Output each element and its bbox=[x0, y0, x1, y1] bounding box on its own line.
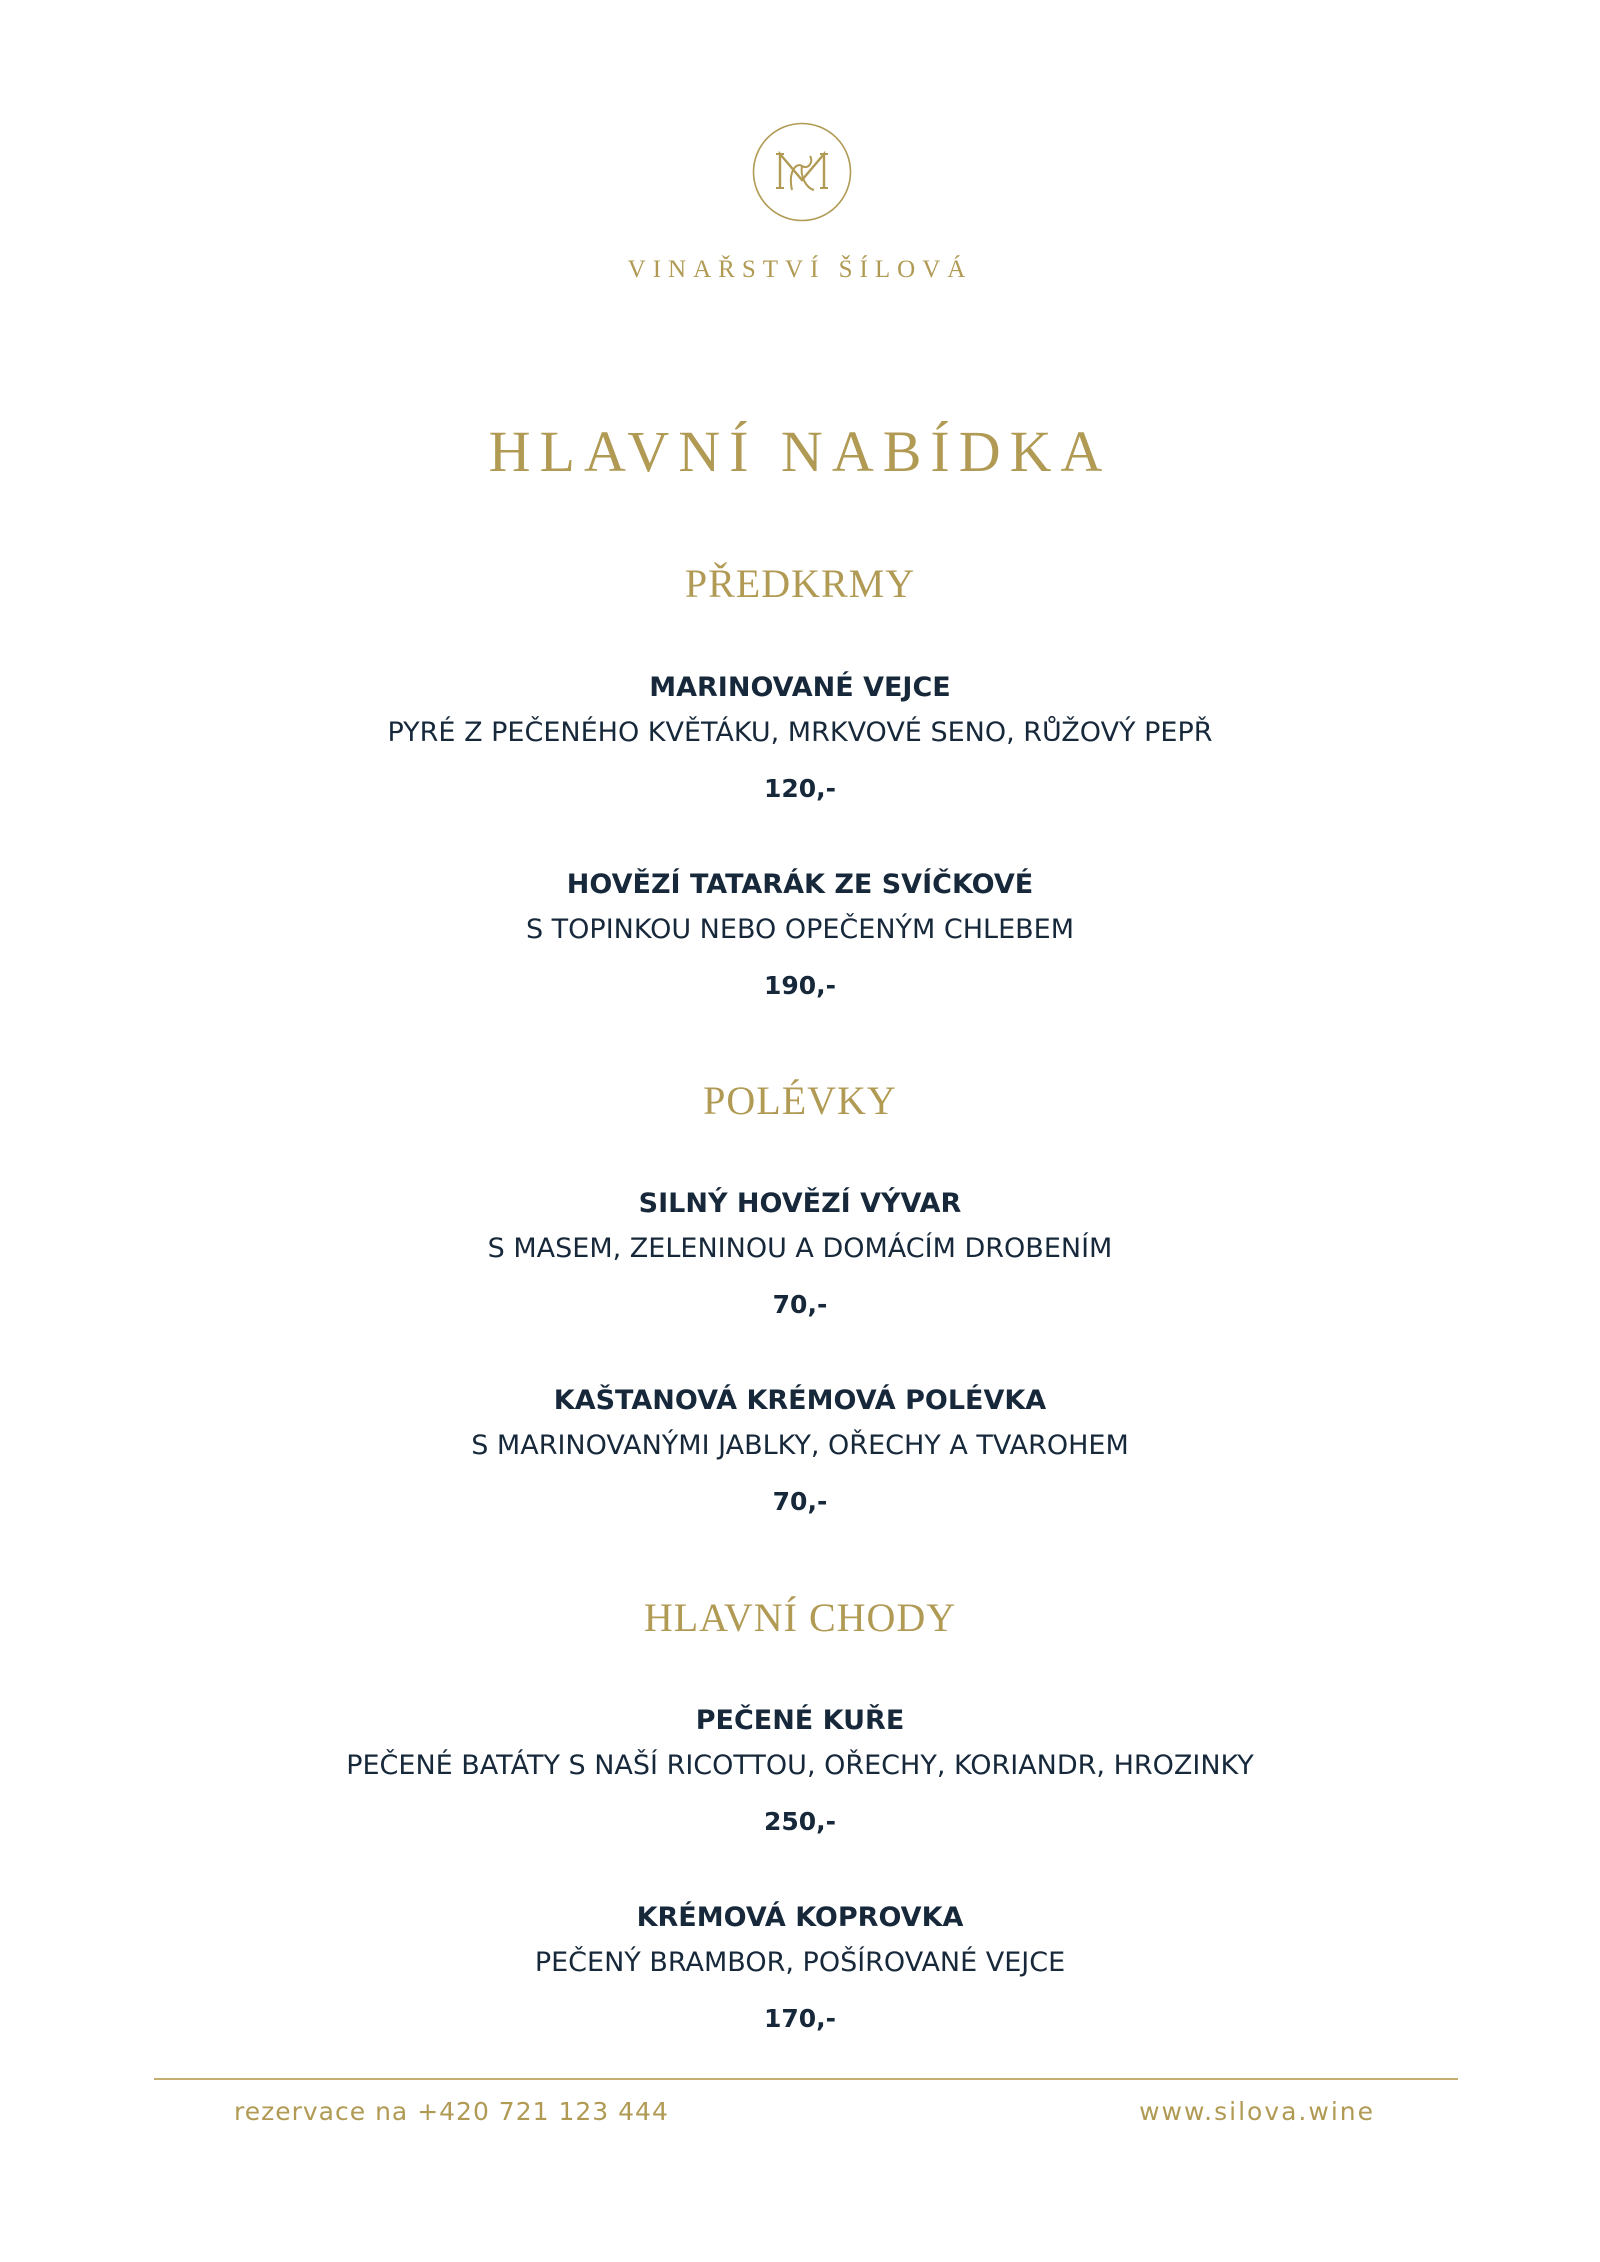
dish-price: 120,- bbox=[763, 774, 837, 803]
monogram-circle-logo bbox=[752, 122, 852, 222]
dish-price: 190,- bbox=[763, 971, 837, 1000]
dish-price: 250,- bbox=[763, 1807, 837, 1836]
dish-name: KRÉMOVÁ KOPROVKA bbox=[636, 1902, 964, 1933]
dish-name: HOVĚZÍ TATARÁK ZE SVÍČKOVÉ bbox=[566, 869, 1034, 900]
dish-description: PYRÉ Z PEČENÉHO KVĚTÁKU, MRKVOVÉ SENO, RŮŽOVÝ PEPŘ bbox=[387, 717, 1213, 748]
dish-name: MARINOVANÉ VEJCE bbox=[649, 672, 951, 703]
dish-price: 170,- bbox=[763, 2004, 837, 2033]
dish-price: 70,- bbox=[772, 1290, 828, 1319]
website-link[interactable]: www.silova.wine bbox=[1139, 2097, 1375, 2126]
section-heading-predkrmy: PŘEDKRMY bbox=[684, 561, 916, 606]
dish-name: SILNÝ HOVĚZÍ VÝVAR bbox=[638, 1188, 962, 1219]
dish-description: PEČENÝ BRAMBOR, POŠÍROVANÉ VEJCE bbox=[534, 1947, 1066, 1978]
dish-price: 70,- bbox=[772, 1487, 828, 1516]
reservation-phone: rezervace na +420 721 123 444 bbox=[234, 2097, 669, 2126]
brand-name: VINAŘSTVÍ ŠÍLOVÁ bbox=[627, 256, 973, 283]
menu-title: HLAVNÍ NABÍDKA bbox=[488, 419, 1112, 484]
dish-name: PEČENÉ KUŘE bbox=[695, 1705, 905, 1736]
dish-description: S TOPINKOU NEBO OPEČENÝM CHLEBEM bbox=[525, 914, 1075, 945]
section-heading-hlavni-chody: HLAVNÍ CHODY bbox=[643, 1595, 957, 1640]
dish-description: S MARINOVANÝMI JABLKY, OŘECHY A TVAROHEM bbox=[471, 1430, 1129, 1461]
dish-name: KAŠTANOVÁ KRÉMOVÁ POLÉVKA bbox=[553, 1385, 1047, 1416]
dish-description: S MASEM, ZELENINOU A DOMÁCÍM DROBENÍM bbox=[487, 1233, 1113, 1264]
footer-divider bbox=[154, 2078, 1458, 2080]
section-heading-polevky: POLÉVKY bbox=[703, 1078, 897, 1123]
dish-description: PEČENÉ BATÁTY S NAŠÍ RICOTTOU, OŘECHY, KORIANDR, HROZINKY bbox=[346, 1750, 1254, 1781]
